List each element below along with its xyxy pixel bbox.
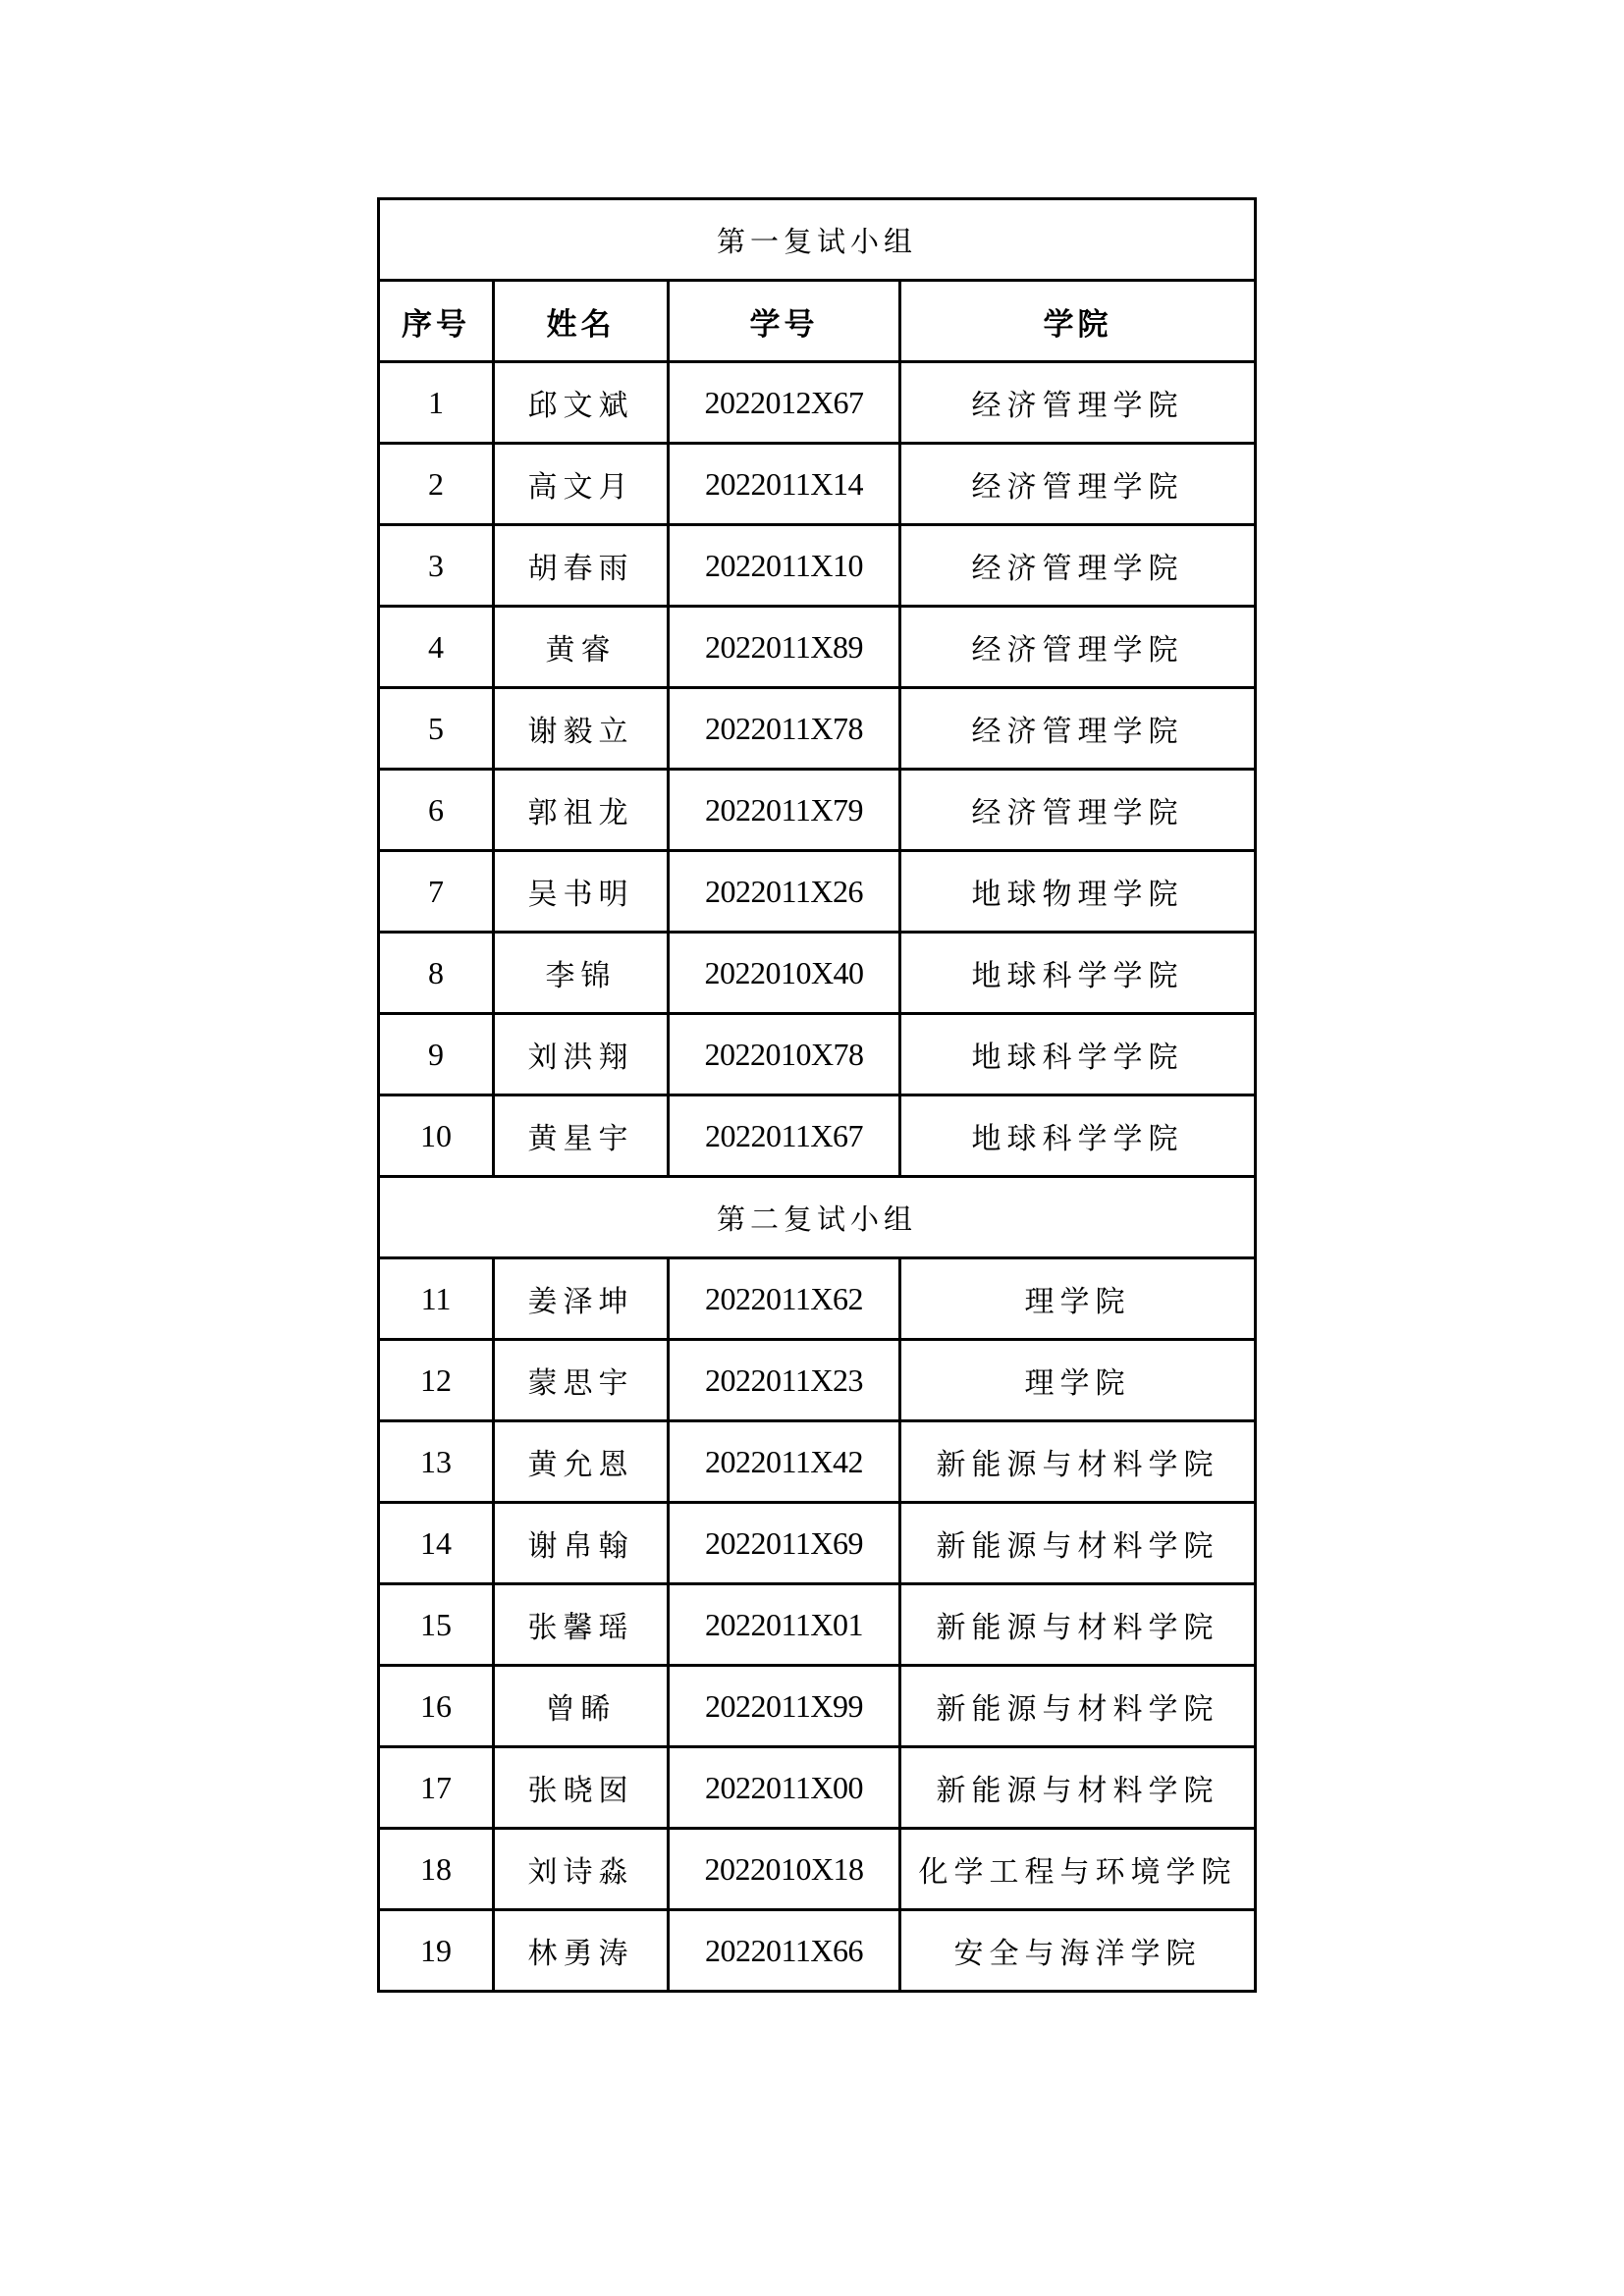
row-no: 14 (379, 1503, 494, 1584)
row-name: 邱文斌 (494, 362, 669, 444)
row-name: 姜泽坤 (494, 1258, 669, 1340)
row-college: 安全与海洋学院 (900, 1910, 1256, 1992)
row-student-id: 2022011X10 (669, 525, 900, 607)
row-college: 经济管理学院 (900, 525, 1256, 607)
table-row (379, 525, 1256, 607)
row-college: 地球科学学院 (900, 1095, 1256, 1177)
row-name: 胡春雨 (494, 525, 669, 607)
table-row (379, 933, 1256, 1014)
row-name: 刘诗淼 (494, 1829, 669, 1910)
row-no: 10 (379, 1095, 494, 1177)
group-title: 第二复试小组 (379, 1177, 1256, 1258)
row-name: 郭祖龙 (494, 770, 669, 851)
row-college: 新能源与材料学院 (900, 1584, 1256, 1666)
row-name: 谢毅立 (494, 688, 669, 770)
row-student-id: 2022011X99 (669, 1666, 900, 1747)
row-student-id: 2022011X78 (669, 688, 900, 770)
row-college: 经济管理学院 (900, 444, 1256, 525)
retest-group-table (377, 197, 1257, 1993)
column-header-no: 序号 (379, 281, 494, 362)
table-row (379, 444, 1256, 525)
row-college: 新能源与材料学院 (900, 1666, 1256, 1747)
row-student-id: 2022011X26 (669, 851, 900, 933)
table-row (379, 1666, 1256, 1747)
table-row (379, 362, 1256, 444)
row-no: 4 (379, 607, 494, 688)
row-college: 新能源与材料学院 (900, 1503, 1256, 1584)
table-row (379, 688, 1256, 770)
row-student-id: 2022011X14 (669, 444, 900, 525)
row-student-id: 2022011X42 (669, 1421, 900, 1503)
row-student-id: 2022011X89 (669, 607, 900, 688)
row-name: 吴书明 (494, 851, 669, 933)
row-college: 地球科学学院 (900, 933, 1256, 1014)
row-no: 13 (379, 1421, 494, 1503)
column-header-row (379, 281, 1256, 362)
row-college: 化学工程与环境学院 (900, 1829, 1256, 1910)
row-name: 蒙思宇 (494, 1340, 669, 1421)
row-no: 7 (379, 851, 494, 933)
row-student-id: 2022012X67 (669, 362, 900, 444)
row-no: 19 (379, 1910, 494, 1992)
column-header-name: 姓名 (494, 281, 669, 362)
row-college: 地球科学学院 (900, 1014, 1256, 1095)
table-row (379, 607, 1256, 688)
row-college: 理学院 (900, 1340, 1256, 1421)
row-student-id: 2022010X78 (669, 1014, 900, 1095)
row-name: 高文月 (494, 444, 669, 525)
table-row (379, 1910, 1256, 1992)
table-row (379, 1014, 1256, 1095)
row-college: 经济管理学院 (900, 770, 1256, 851)
row-no: 12 (379, 1340, 494, 1421)
row-name: 张馨瑶 (494, 1584, 669, 1666)
row-college: 经济管理学院 (900, 688, 1256, 770)
row-student-id: 2022011X00 (669, 1747, 900, 1829)
table-row (379, 851, 1256, 933)
row-name: 张晓囡 (494, 1747, 669, 1829)
row-college: 理学院 (900, 1258, 1256, 1340)
table-row (379, 1421, 1256, 1503)
row-name: 刘洪翔 (494, 1014, 669, 1095)
row-name: 黄睿 (494, 607, 669, 688)
group-title-row (379, 199, 1256, 281)
table-body (379, 199, 1256, 1992)
row-name: 曾睎 (494, 1666, 669, 1747)
row-college: 新能源与材料学院 (900, 1747, 1256, 1829)
row-no: 1 (379, 362, 494, 444)
row-name: 黄允恩 (494, 1421, 669, 1503)
row-student-id: 2022011X01 (669, 1584, 900, 1666)
row-no: 5 (379, 688, 494, 770)
row-name: 黄星宇 (494, 1095, 669, 1177)
row-student-id: 2022011X23 (669, 1340, 900, 1421)
row-no: 3 (379, 525, 494, 607)
row-no: 9 (379, 1014, 494, 1095)
group-title-row (379, 1177, 1256, 1258)
row-no: 6 (379, 770, 494, 851)
row-no: 2 (379, 444, 494, 525)
row-student-id: 2022011X62 (669, 1258, 900, 1340)
table-row (379, 1829, 1256, 1910)
row-name: 李锦 (494, 933, 669, 1014)
group-title: 第一复试小组 (379, 199, 1256, 281)
row-no: 16 (379, 1666, 494, 1747)
row-college: 地球物理学院 (900, 851, 1256, 933)
table-row (379, 1340, 1256, 1421)
row-no: 11 (379, 1258, 494, 1340)
row-college: 经济管理学院 (900, 607, 1256, 688)
row-name: 谢帛翰 (494, 1503, 669, 1584)
table-row (379, 1503, 1256, 1584)
row-no: 18 (379, 1829, 494, 1910)
row-no: 15 (379, 1584, 494, 1666)
row-student-id: 2022011X67 (669, 1095, 900, 1177)
row-college: 经济管理学院 (900, 362, 1256, 444)
row-college: 新能源与材料学院 (900, 1421, 1256, 1503)
column-header-student-id: 学号 (669, 281, 900, 362)
row-student-id: 2022011X66 (669, 1910, 900, 1992)
table-row (379, 1747, 1256, 1829)
table-row (379, 1258, 1256, 1340)
row-student-id: 2022011X79 (669, 770, 900, 851)
row-no: 17 (379, 1747, 494, 1829)
row-student-id: 2022011X69 (669, 1503, 900, 1584)
table-row (379, 1095, 1256, 1177)
table-row (379, 1584, 1256, 1666)
row-student-id: 2022010X18 (669, 1829, 900, 1910)
column-header-college: 学院 (900, 281, 1256, 362)
table-row (379, 770, 1256, 851)
row-student-id: 2022010X40 (669, 933, 900, 1014)
row-name: 林勇涛 (494, 1910, 669, 1992)
row-no: 8 (379, 933, 494, 1014)
